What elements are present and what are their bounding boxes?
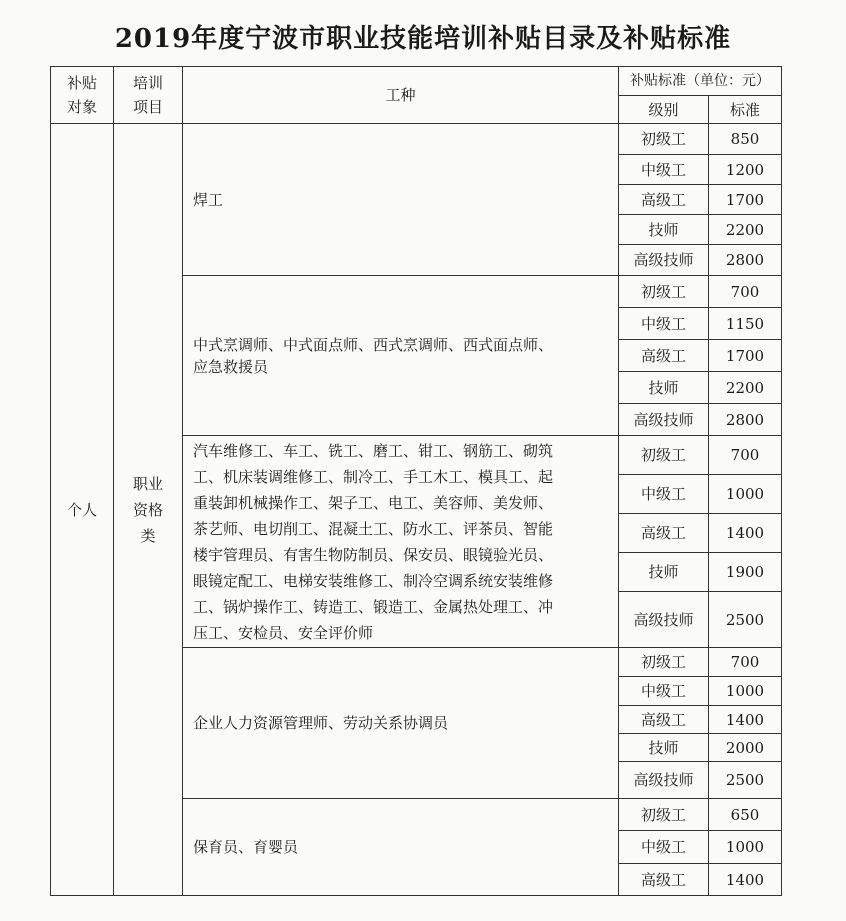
trade-line: 茶艺师、电切削工、混凝土工、防水工、评茶员、智能 xyxy=(193,519,554,538)
trade-line: 中式烹调师、中式面点师、西式烹调师、西式面点师、 xyxy=(193,335,554,354)
trade-cell xyxy=(183,276,619,436)
level-cell: 高级技师 xyxy=(619,245,709,276)
project-line1: 职业 xyxy=(132,474,163,493)
level-cell: 高级技师 xyxy=(619,404,709,436)
trade-cell: 焊工 xyxy=(183,124,619,276)
amount-cell: 700 xyxy=(709,648,782,677)
level-cell: 技师 xyxy=(619,215,709,245)
level-cell: 高级工 xyxy=(619,864,709,896)
level-cell: 中级工 xyxy=(619,831,709,864)
amount-cell: 2200 xyxy=(709,372,782,404)
amount-cell: 1000 xyxy=(709,475,782,514)
level-cell: 中级工 xyxy=(619,475,709,514)
amount-cell: 2500 xyxy=(709,762,782,799)
amount-cell: 1700 xyxy=(709,185,782,215)
amount-cell: 700 xyxy=(709,436,782,475)
amount-cell: 1900 xyxy=(709,553,782,592)
level-cell: 高级工 xyxy=(619,340,709,372)
amount-cell: 2000 xyxy=(709,734,782,762)
trade-cell: 保育员、育婴员 xyxy=(183,799,619,896)
amount-cell: 1700 xyxy=(709,340,782,372)
amount-cell: 1200 xyxy=(709,155,782,185)
amount-cell: 1150 xyxy=(709,308,782,340)
header-project xyxy=(114,67,183,124)
amount-cell: 1400 xyxy=(709,706,782,734)
amount-cell: 2800 xyxy=(709,245,782,276)
header-subject-line1: 补贴 xyxy=(66,74,97,92)
trade-line: 工、机床装调维修工、制冷工、手工木工、模具工、起 xyxy=(193,467,554,486)
project-line3: 类 xyxy=(140,526,156,545)
header-level: 级别 xyxy=(619,96,709,124)
amount-cell: 1000 xyxy=(709,831,782,864)
level-cell: 高级工 xyxy=(619,514,709,553)
level-cell: 中级工 xyxy=(619,677,709,706)
level-cell: 初级工 xyxy=(619,648,709,677)
trade-cell xyxy=(183,436,619,648)
amount-cell: 2500 xyxy=(709,592,782,648)
level-cell: 中级工 xyxy=(619,308,709,340)
header-subject xyxy=(51,67,114,124)
header-project-line1: 培训 xyxy=(132,74,163,92)
trade-line: 工、锅炉操作工、铸造工、锻造工、金属热处理工、冲 xyxy=(193,597,554,616)
subject-cell: 个人 xyxy=(51,124,114,896)
trade-line: 压工、安检员、安全评价师 xyxy=(193,623,374,642)
amount-cell: 1400 xyxy=(709,514,782,553)
level-cell: 技师 xyxy=(619,734,709,762)
level-cell: 初级工 xyxy=(619,124,709,155)
page-title: 2019年度宁波市职业技能培训补贴目录及补贴标准 xyxy=(114,24,732,54)
amount-cell: 850 xyxy=(709,124,782,155)
level-cell: 初级工 xyxy=(619,276,709,308)
amount-cell: 700 xyxy=(709,276,782,308)
amount-cell: 650 xyxy=(709,799,782,831)
project-line2: 资格 xyxy=(132,500,163,519)
level-cell: 高级工 xyxy=(619,185,709,215)
trade-line: 眼镜定配工、电梯安装维修工、制冷空调系统安装维修 xyxy=(193,571,554,590)
level-cell: 技师 xyxy=(619,372,709,404)
trade-line: 汽车维修工、车工、铣工、磨工、钳工、钢筋工、砌筑 xyxy=(193,441,554,460)
header-project-line2: 项目 xyxy=(132,98,163,116)
level-cell: 高级技师 xyxy=(619,762,709,799)
trade-cell: 企业人力资源管理师、劳动关系协调员 xyxy=(183,648,619,799)
trade-line: 应急救援员 xyxy=(193,357,269,376)
level-cell: 技师 xyxy=(619,553,709,592)
amount-cell: 2200 xyxy=(709,215,782,245)
header-standard-group: 补贴标准（单位：元） xyxy=(619,67,782,96)
trade-line: 楼宇管理员、有害生物防制员、保安员、眼镜验光员、 xyxy=(193,545,554,564)
level-cell: 高级技师 xyxy=(619,592,709,648)
header-trade: 工种 xyxy=(183,67,619,124)
level-cell: 初级工 xyxy=(619,799,709,831)
level-cell: 中级工 xyxy=(619,155,709,185)
header-standard: 标准 xyxy=(709,96,782,124)
header-subject-line2: 对象 xyxy=(66,98,97,116)
level-cell: 初级工 xyxy=(619,436,709,475)
level-cell: 高级工 xyxy=(619,706,709,734)
project-cell xyxy=(114,124,183,896)
amount-cell: 1000 xyxy=(709,677,782,706)
trade-line: 重装卸机械操作工、架子工、电工、美容师、美发师、 xyxy=(193,493,554,512)
subsidy-table xyxy=(50,66,782,896)
amount-cell: 1400 xyxy=(709,864,782,896)
amount-cell: 2800 xyxy=(709,404,782,436)
